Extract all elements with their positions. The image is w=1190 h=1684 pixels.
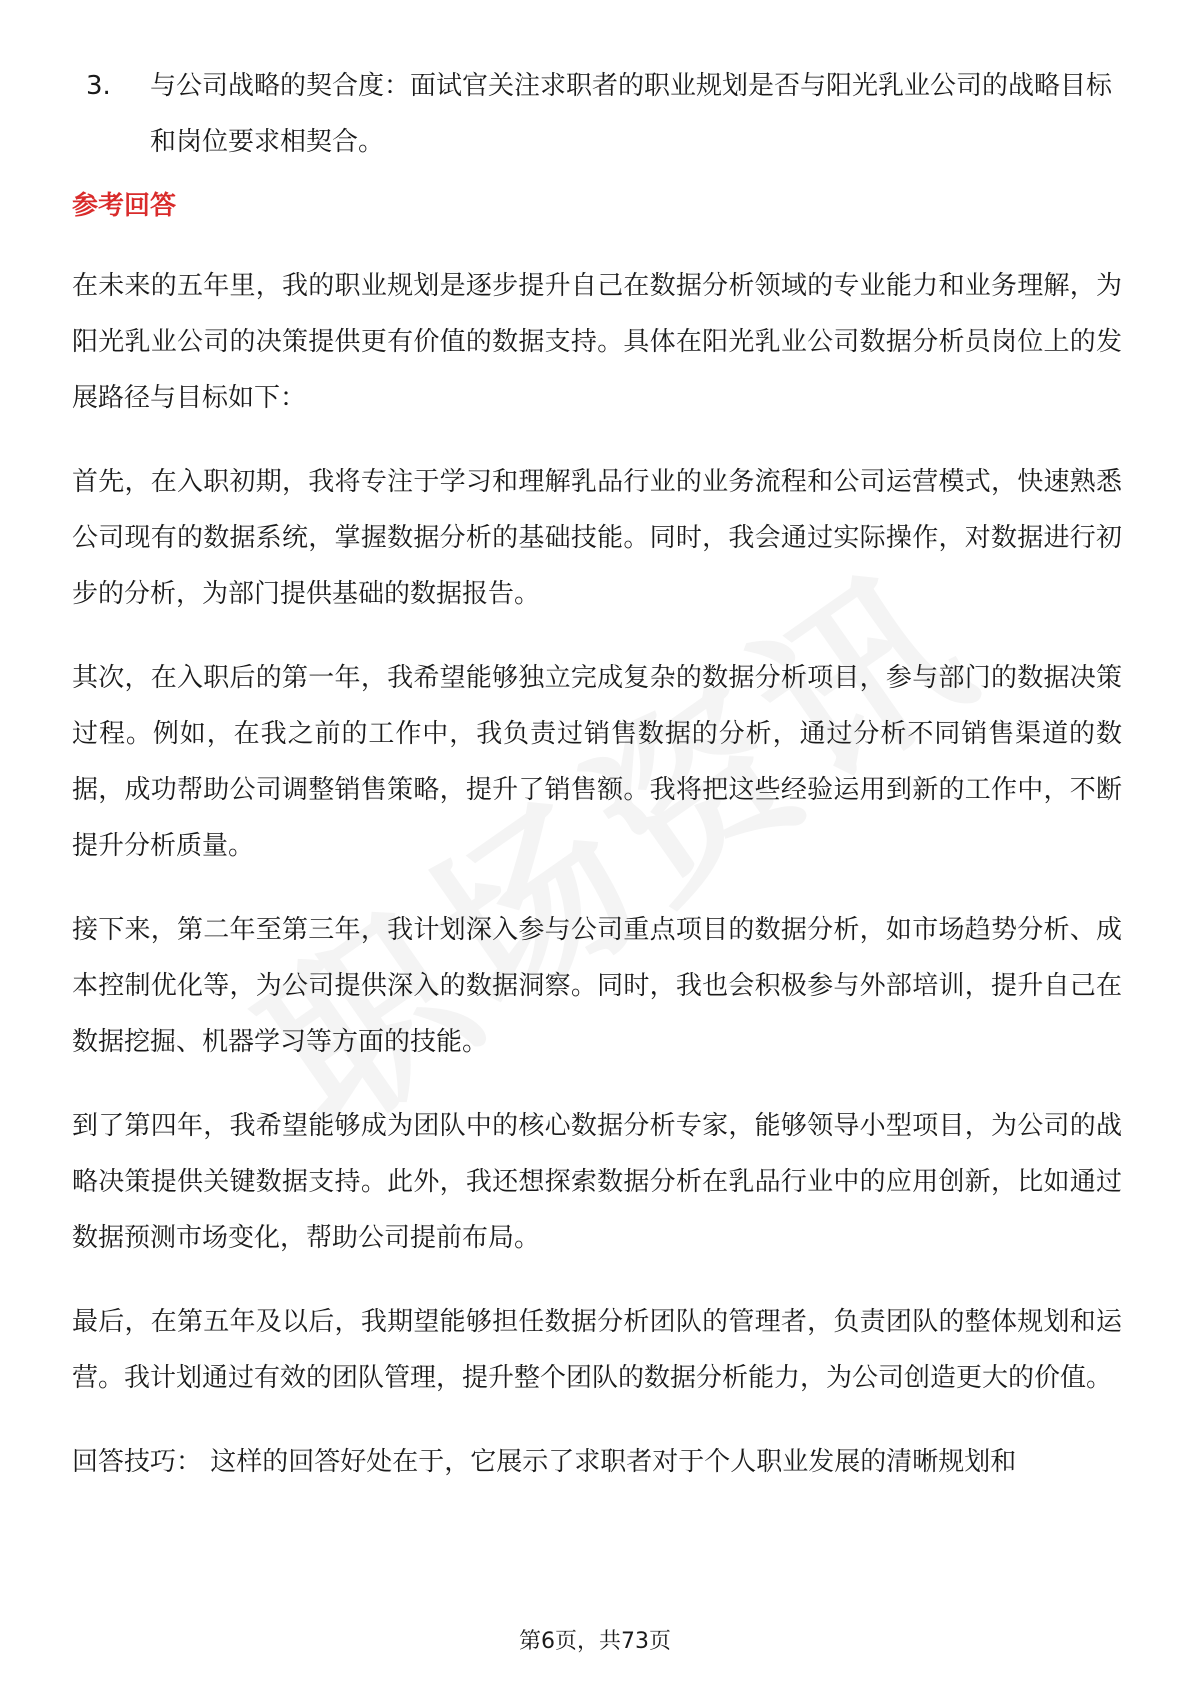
list-item — [72, 58, 1122, 170]
paragraph-first: 首先，在入职初期，我将专注于学习和理解乳品行业的业务流程和公司运营模式，快速熟悉公司现有的数据系统，掌握数据分析的基础技能。同时，我会通过实际操作，对数据进行初步的分析，为部门提供基础的数据报告。 — [72, 467, 1122, 609]
paragraph-fifth: 最后，在第五年及以后，我期望能够担任数据分析团队的管理者，负责团队的整体规划和运营。我计划通过有效的团队管理，提升整个团队的数据分析能力，为公司创造更大的价值。 — [72, 1307, 1122, 1393]
list-item-text: 与公司战略的契合度：面试官关注求职者的职业规划是否与阳光乳业公司的战略目标和岗位要求相契合。 — [150, 71, 1113, 157]
section-title: 参考回答 — [72, 191, 177, 221]
paragraph-tips: 回答技巧： 这样的回答好处在于，它展示了求职者对于个人职业发展的清晰规划和 — [72, 1447, 1017, 1477]
paragraph-third: 接下来，第二年至第三年，我计划深入参与公司重点项目的数据分析，如市场趋势分析、成本控制优化等，为公司提供深入的数据洞察。同时，我也会积极参与外部培训，提升自己在数据挖掘、机器学习等方面的技能。 — [72, 915, 1122, 1057]
list-item-number: 3. — [86, 71, 111, 101]
paragraph-intro: 在未来的五年里，我的职业规划是逐步提升自己在数据分析领域的专业能力和业务理解，为阳光乳业公司的决策提供更有价值的数据支持。具体在阳光乳业公司数据分析员岗位上的发展路径与目标如下： — [72, 271, 1122, 413]
paragraph-second: 其次，在入职后的第一年，我希望能够独立完成复杂的数据分析项目，参与部门的数据决策过程。例如，在我之前的工作中，我负责过销售数据的分析，通过分析不同销售渠道的数据，成功帮助公司调整销售策略，提升了销售额。我将把这些经验运用到新的工作中，不断提升分析质量。 — [72, 663, 1122, 861]
page-footer: 第6页，共73页 — [519, 1629, 671, 1654]
paragraph-fourth: 到了第四年，我希望能够成为团队中的核心数据分析专家，能够领导小型项目，为公司的战略决策提供关键数据支持。此外，我还想探索数据分析在乳品行业中的应用创新，比如通过数据预测市场变化，帮助公司提前布局。 — [72, 1111, 1122, 1253]
page-content — [72, 58, 1122, 1518]
